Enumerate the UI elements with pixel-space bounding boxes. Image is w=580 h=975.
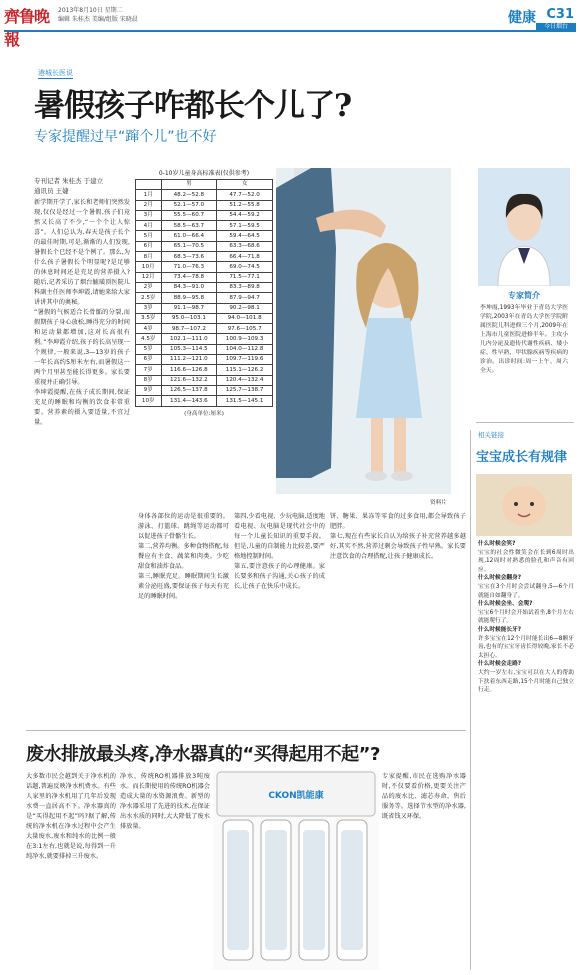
article1-column-1: 新学期开学了,家长和老师们突然发现,仅仅是经过一个暑假,孩子们竟然又长高了不少,“一个个让人惊喜”。人们总认为,春天是孩子长个的最佳时期,可是,渐渐的人们发现,暑假长个已经不是个例了。那么,为什么孩子暑假长个明显呢?是足够的休息时间还是充足的营养摄入?随后,记者采访了烟台毓璜顶医院儿科副主任医师李坤霞,请她来给大家讲讲其中的奥秘。 “暑假的气候适合长骨骺的分裂,而假期孩子身心放松,睡得充分的时间和运动量都增加,这对长高很有利。”李坤霞介绍,孩子的长高呈现一个规律,一般来说,3—13岁的孩子一年长高约5厘米左右,而暑假这一两个月里甚至能长得更多。家长要重视并正确引导。 李坤霞提醒,在孩子成长期间,保证充足的睡眠和均衡的饮食非常重要。营养素的摄入要适量,不宜过量。 [34, 199, 130, 426]
boy-height-cell: 88.9—95.8 [161, 293, 217, 303]
girl-height-cell: 90.2—98.1 [217, 303, 273, 313]
height-table-box [135, 168, 273, 417]
column-divider [470, 430, 471, 970]
related-link-tag: 相关链接 [478, 431, 504, 439]
age-cell: 3.5岁 [136, 313, 162, 323]
girl-height-cell: 94.0—101.8 [217, 313, 273, 323]
girl-height-cell: 109.7—119.6 [217, 355, 273, 365]
age-cell: 7岁 [136, 365, 162, 375]
table-row [136, 313, 273, 323]
age-cell: 2岁 [136, 282, 162, 292]
age-cell: 5岁 [136, 344, 162, 354]
table-header-cell [136, 180, 162, 190]
girl-height-cell: 87.9—94.7 [217, 293, 273, 303]
page-number: C31 [546, 7, 574, 22]
faq-item [478, 626, 574, 660]
girl-height-cell: 69.0—74.5 [217, 262, 273, 272]
girl-height-cell: 66.4—71.8 [217, 252, 273, 262]
article1-column-2: 身体各部位的运动是很重要的。游泳、打篮球、跳绳等运动都可以促进孩子骨骼生长。 第二,营养均衡。多种食物搭配,每餐应有主食、蔬菜和肉类。少吃甜食和油炸食品。 第三,睡眠充足。睡眠期间生长激素分泌旺盛,要保证孩子每天有充足的睡眠时间。 [138, 513, 229, 600]
age-cell: 2.5岁 [136, 293, 162, 303]
table-row [136, 252, 273, 262]
baby-illustration [476, 474, 572, 536]
table-header-cell: 男 [161, 180, 217, 190]
girl-height-cell: 97.6—105.7 [217, 324, 273, 334]
expert-bio: 李坤霞,1993年毕业于青岛大学医学院,2003年在青岛大学医学院附属医院儿科进修三个月,2009年在上海市儿童医院进修半年。主攻小儿内分泌及遗传代谢性疾病、矮小症、性早熟、甲状腺疾病等疾病的诊治。出诊时间:周一上午、周六全天。 [480, 305, 568, 374]
masthead [4, 4, 576, 49]
section-title: 健康 [508, 10, 536, 26]
article-tag: 港城长医说 [38, 69, 73, 77]
faq-item [478, 540, 574, 574]
boy-height-cell: 105.3—114.5 [161, 344, 217, 354]
article2-column-2: 净水、传统RO机器排放3吨废水。而长期使用的传统RO机器会造成大量的水资源浪费。新型的净水器采用了先进的技术,在保证出水水质的同时,大大降低了废水排放量。 [120, 773, 210, 830]
expert-photo [478, 168, 570, 286]
table-row [136, 385, 273, 395]
height-table [135, 179, 273, 407]
girl-height-cell: 47.7—52.0 [217, 190, 273, 200]
age-cell: 10岁 [136, 396, 162, 406]
boy-height-cell: 61.0—66.4 [161, 231, 217, 241]
article-divider [26, 730, 466, 731]
girl-height-cell: 131.5—145.1 [217, 396, 273, 406]
girl-height-cell: 54.4—59.2 [217, 210, 273, 220]
table-row [136, 293, 273, 303]
faq-question: 什么时候会笑? [478, 541, 516, 547]
faq-answer: 宝宝6个月时会开始试着坐,8个月左右就能爬行了。 [478, 609, 574, 625]
faq-answer: 宝宝在3个月时会尝试翻身,5—6个月就能自如翻身了。 [478, 583, 574, 599]
baby-photo [476, 474, 572, 536]
table-row [136, 375, 273, 385]
boy-height-cell: 126.5—137.8 [161, 385, 217, 395]
faq-answer: 大约一岁左右,宝宝可以在大人的帮助下扶着东西走路,15个月时能自己独立行走。 [478, 669, 574, 694]
boy-height-cell: 91.1—98.7 [161, 303, 217, 313]
faq-item [478, 660, 574, 694]
age-cell: 9岁 [136, 385, 162, 395]
boy-height-cell: 48.2—52.8 [161, 190, 217, 200]
age-cell: 1月 [136, 190, 162, 200]
issue-meta [58, 6, 138, 24]
faq-item [478, 574, 574, 600]
age-cell: 8月 [136, 252, 162, 262]
age-cell: 6岁 [136, 355, 162, 365]
child-height-photo [276, 168, 451, 494]
boy-height-cell: 65.1—70.5 [161, 241, 217, 251]
byline: 专刊记者 朱桂杰 于建立 通讯员 王婕 [34, 177, 104, 195]
table-footnote: (身高单位:厘米) [184, 410, 224, 417]
water-purifier-illustration [213, 770, 379, 970]
age-cell: 4.5岁 [136, 334, 162, 344]
table-row [136, 262, 273, 272]
girl-height-cell: 57.1—59.5 [217, 221, 273, 231]
girl-height-cell: 104.0—112.8 [217, 344, 273, 354]
table-row [136, 355, 273, 365]
table-row [136, 282, 273, 292]
article2-column-3: 专家提醒,市民在选购净水器时,不仅要看价格,更要关注产品的废水比、滤芯寿命、售后服务等。选择节水型的净水器,既省钱又环保。 [382, 773, 466, 820]
child-illustration [276, 168, 451, 494]
age-cell: 2月 [136, 200, 162, 210]
boy-height-cell: 71.0—76.3 [161, 262, 217, 272]
newspaper-logo: 齊鲁晚報 [4, 7, 50, 49]
age-cell: 8岁 [136, 375, 162, 385]
edition-badge: 今日烟台 [536, 23, 576, 31]
table-row [136, 231, 273, 241]
expert-title: 专家简介 [508, 291, 540, 300]
table-title: 0-10岁儿童身高标准表(仅供参考) [158, 170, 250, 177]
table-row [136, 272, 273, 282]
sidebar-headline: 宝宝成长有规律 [476, 450, 568, 465]
age-cell: 4岁 [136, 324, 162, 334]
table-row [136, 200, 273, 210]
girl-height-cell: 51.2—55.8 [217, 200, 273, 210]
editors-line: 编辑 朱桂杰 美编/组版 宋晓晨 [58, 16, 138, 23]
table-row [136, 365, 273, 375]
table-row [136, 190, 273, 200]
girl-height-cell: 71.5—77.1 [217, 272, 273, 282]
water-purifier-product-image [213, 770, 379, 970]
boy-height-cell: 84.3—91.0 [161, 282, 217, 292]
table-header-cell: 女 [217, 180, 273, 190]
boy-height-cell: 52.1—57.0 [161, 200, 217, 210]
table-row [136, 324, 273, 334]
article1-column-4: 饼、糖果、果冻等零食的过多食用,都会导致孩子肥胖。 第七,现在有些家长自认为给孩子补充营养越多越好,其实不然,营养过剩会导致孩子性早熟。家长要注意饮食的合理搭配,让孩子健康成长。 [330, 513, 466, 560]
boy-height-cell: 121.6—132.2 [161, 375, 217, 385]
faq-question: 什么时候会坐、会爬? [478, 601, 533, 608]
girl-height-cell: 100.9—109.3 [217, 334, 273, 344]
age-cell: 5月 [136, 231, 162, 241]
subheadline: 专家提醒过早“蹿个儿”也不好 [34, 129, 217, 145]
sidebar-body [478, 540, 574, 695]
doctor-portrait-illustration [478, 168, 570, 286]
age-cell: 4月 [136, 221, 162, 231]
brand-label: CKON凯能康 [268, 791, 324, 801]
divider [476, 422, 574, 423]
faq-question: 什么时候能长牙? [478, 626, 522, 633]
table-row [136, 241, 273, 251]
age-cell: 12月 [136, 272, 162, 282]
table-row [136, 303, 273, 313]
table-row [136, 221, 273, 231]
boy-height-cell: 131.4—143.6 [161, 396, 217, 406]
article1-column-3: 第四,少看电视、少玩电脑,适度地看电视、玩电脑是现代社会中的每一个儿童长知识的重要手段。但是,儿童的自制能力比较差,要严格地控制时间。 第五,要注意孩子的心理健康。家长要多和孩子沟通,关心孩子的成长,让孩子在快乐中成长。 [234, 513, 325, 590]
girl-height-cell: 120.4—132.4 [217, 375, 273, 385]
age-cell: 3月 [136, 210, 162, 220]
faq-answer: 许多宝宝在12个月时能长出6—8颗牙齿,也有的宝宝牙齿长得较晚,家长不必太担心。 [478, 635, 574, 659]
table-row [136, 396, 273, 406]
boy-height-cell: 55.5—60.7 [161, 210, 217, 220]
boy-height-cell: 116.6—126.8 [161, 365, 217, 375]
boy-height-cell: 95.0—103.1 [161, 313, 217, 323]
table-row [136, 210, 273, 220]
girl-height-cell: 115.1—126.2 [217, 365, 273, 375]
boy-height-cell: 68.3—73.6 [161, 252, 217, 262]
article2-column-1: 大多数市民会越到关于净水机的话题,普遍反映净水机费水。有些人家里的净水机用了几年后发现水费一直居高不下。净水器真的是“买得起用不起”吗?据了解,传统的净水机在净水过程中会产生大量废水,废水和纯水的比例一般在3:1左右,也就是说,每得到一升纯净水,就要排掉三升废水。 [26, 773, 116, 860]
table-header-row [136, 180, 273, 190]
girl-height-cell: 63.3—68.6 [217, 241, 273, 251]
faq-question: 什么时候会走路? [478, 661, 522, 668]
faq-question: 什么时候会翻身? [478, 575, 522, 582]
age-cell: 6月 [136, 241, 162, 251]
main-headline: 暑假孩子咋都长个儿了? [34, 88, 352, 124]
boy-height-cell: 73.4—78.8 [161, 272, 217, 282]
faq-item [478, 600, 574, 626]
age-cell: 3岁 [136, 303, 162, 313]
boy-height-cell: 102.1—111.0 [161, 334, 217, 344]
boy-height-cell: 58.5—63.7 [161, 221, 217, 231]
photo-credit: 资料片 [430, 500, 447, 506]
boy-height-cell: 111.2—121.0 [161, 355, 217, 365]
boy-height-cell: 98.7—107.2 [161, 324, 217, 334]
girl-height-cell: 83.3—89.8 [217, 282, 273, 292]
date-line: 2013年8月10日 星期二 [58, 7, 123, 14]
age-cell: 10月 [136, 262, 162, 272]
table-row [136, 344, 273, 354]
table-row [136, 334, 273, 344]
article2-headline: 废水排放最头疼,净水器真的“买得起用不起”? [26, 744, 380, 765]
girl-height-cell: 125.7—138.7 [217, 385, 273, 395]
faq-answer: 宝宝的社会性微笑会在长到6周时出现,12周时对熟悉的脸孔和声音有回应。 [478, 549, 574, 573]
girl-height-cell: 59.4—64.5 [217, 231, 273, 241]
